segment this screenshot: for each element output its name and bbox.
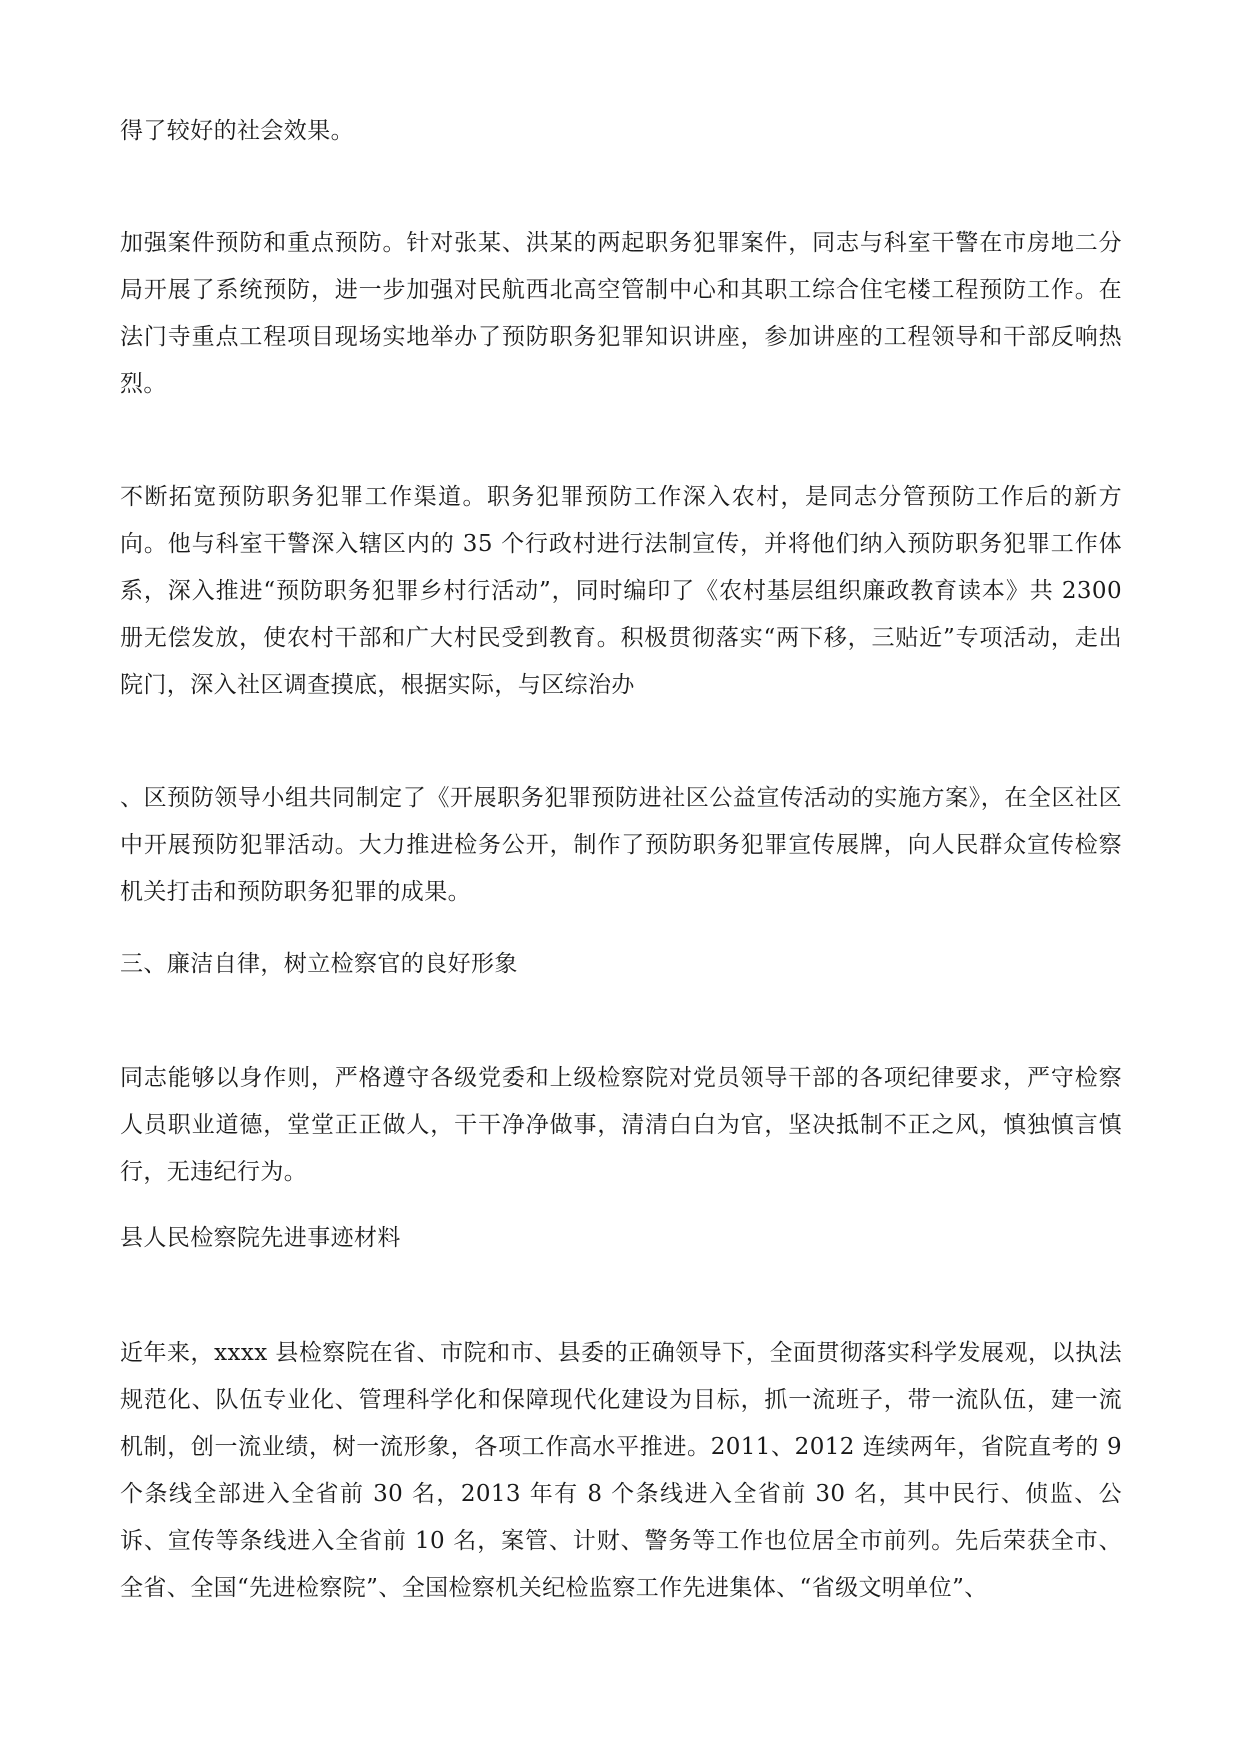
section-heading-advanced-deeds: 县人民检察院先进事迹材料 [120,1225,401,1251]
paragraph-case-prevention: 加强案件预防和重点预防。针对张某、洪某的两起职务犯罪案件，同志与科室干警在市房地二分局开展了系统预防，进一步加强对民航西北高空管制中心和其职工综合住宅楼工程预防工作。在法门寺重点工程项目现场实地举办了预防职务犯罪知识讲座，参加讲座的工程领导和干部反响热烈。 [120,230,1122,397]
paragraph-community-prevention: 、区预防领导小组共同制定了《开展职务犯罪预防进社区公益宣传活动的实施方案》，在全区社区中开展预防犯罪活动。大力推进检务公开，制作了预防职务犯罪宣传展牌，向人民群众宣传检察机关打击和预防职务犯罪的成果。 [120,785,1122,905]
paragraph-achievements: 近年来，xxxx 县检察院在省、市院和市、县委的正确领导下，全面贯彻落实科学发展观，以执法规范化、队伍专业化、管理科学化和保障现代化建设为目标，抓一流班子，带一流队伍，建一流机制，创一流业绩，树一流形象，各项工作高水平推进。2011、2012 连续两年，省院直考的 9 个条线全部进入全省前 30 名，2013 年有 8 个条线进入全省前 30 名，其中民行、侦监、公诉、宣传等条线进入全省前 10 名，案管、计财、警务等工作也位居全市前列。先后荣获全市、全省、全国“先进检察院”、全国检察机关纪检监察工作先进集体、“省级文明单位”、 [120,1340,1122,1601]
paragraph-continuation: 得了较好的社会效果。 [120,118,354,144]
paragraph-prevention-channels: 不断拓宽预防职务犯罪工作渠道。职务犯罪预防工作深入农村，是同志分管预防工作后的新方向。他与科室干警深入辖区内的 35 个行政村进行法制宣传，并将他们纳入预防职务犯罪工作体系，深入推进“预防职务犯罪乡村行活动”，同时编印了《农村基层组织廉政教育读本》共 2300 册无偿发放，使农村干部和广大村民受到教育。积极贯彻落实“两下移，三贴近”专项活动，走出院门，深入社区调查摸底，根据实际，与区综治办 [120,484,1122,698]
section-heading-integrity: 三、廉洁自律，树立检察官的良好形象 [120,951,518,977]
paragraph-integrity: 同志能够以身作则，严格遵守各级党委和上级检察院对党员领导干部的各项纪律要求，严守检察人员职业道德，堂堂正正做人，干干净净做事，清清白白为官，坚决抵制不正之风，慎独慎言慎行，无违纪行为。 [120,1065,1122,1185]
